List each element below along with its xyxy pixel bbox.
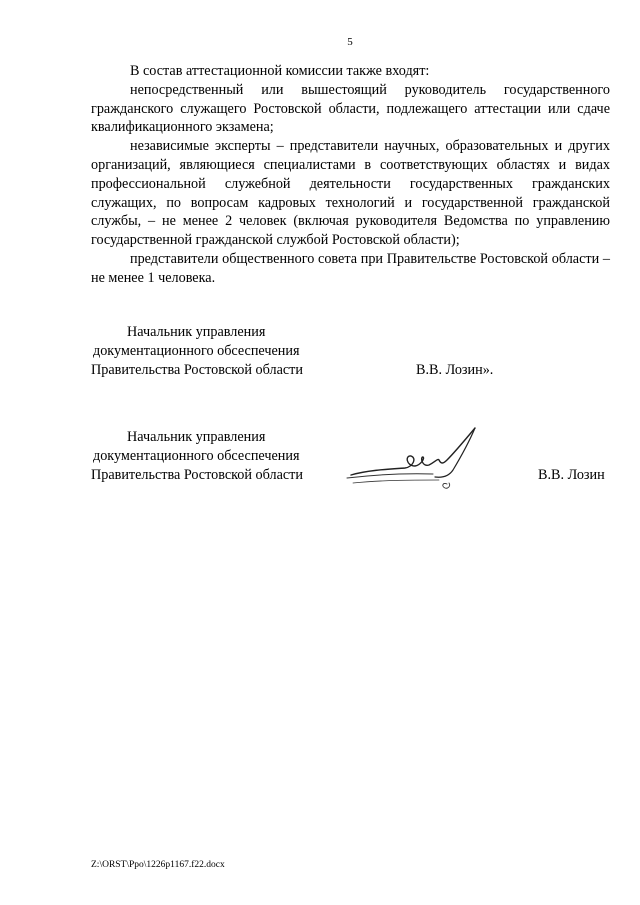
- file-path-footer: Z:\ORST\Ppo\1226p1167.f22.docx: [91, 860, 225, 870]
- title-line-1: Начальник управления: [127, 324, 266, 340]
- title-line-2: документационного обсеспечения: [93, 447, 300, 464]
- title-line-3: Правительства Ростовской области: [91, 466, 303, 483]
- handwritten-signature: [343, 420, 483, 492]
- title-line-2: документационного обсеспечения: [93, 342, 300, 359]
- signatory-title: [91, 323, 351, 379]
- signatory-name: В.В. Лозин: [538, 466, 605, 483]
- signatory-title: [91, 428, 351, 484]
- paragraph-intro: В состав аттестационной комиссии также входят:: [130, 63, 430, 79]
- title-line-3: Правительства Ростовской области: [91, 361, 303, 378]
- paragraph-experts: независимые эксперты – представители научных, образовательных и других организаций, являющиеся специалистами в соответствующих областях и видах профессиональной служебной деятельности государственных гражданских служащих, по вопросам кадровых технологий и государственной гражданской службы, – не менее 2 человек (включая руководителя Ведомства по управлению государственной гражданской службой Ростовской области);: [91, 138, 610, 249]
- title-line-1: Начальник управления: [127, 429, 266, 445]
- page-number: 5: [347, 36, 353, 48]
- signatory-name: В.В. Лозин».: [416, 361, 494, 378]
- paragraph-supervisor: непосредственный или вышестоящий руководитель государственного гражданского служащего Ростовской области, подлежащего аттестации или сдаче квалификационного экзамена;: [91, 81, 610, 136]
- paragraph-public-council: представители общественного совета при Правительстве Ростовской области – не менее 1 человека.: [91, 250, 610, 286]
- document-body: [91, 62, 610, 288]
